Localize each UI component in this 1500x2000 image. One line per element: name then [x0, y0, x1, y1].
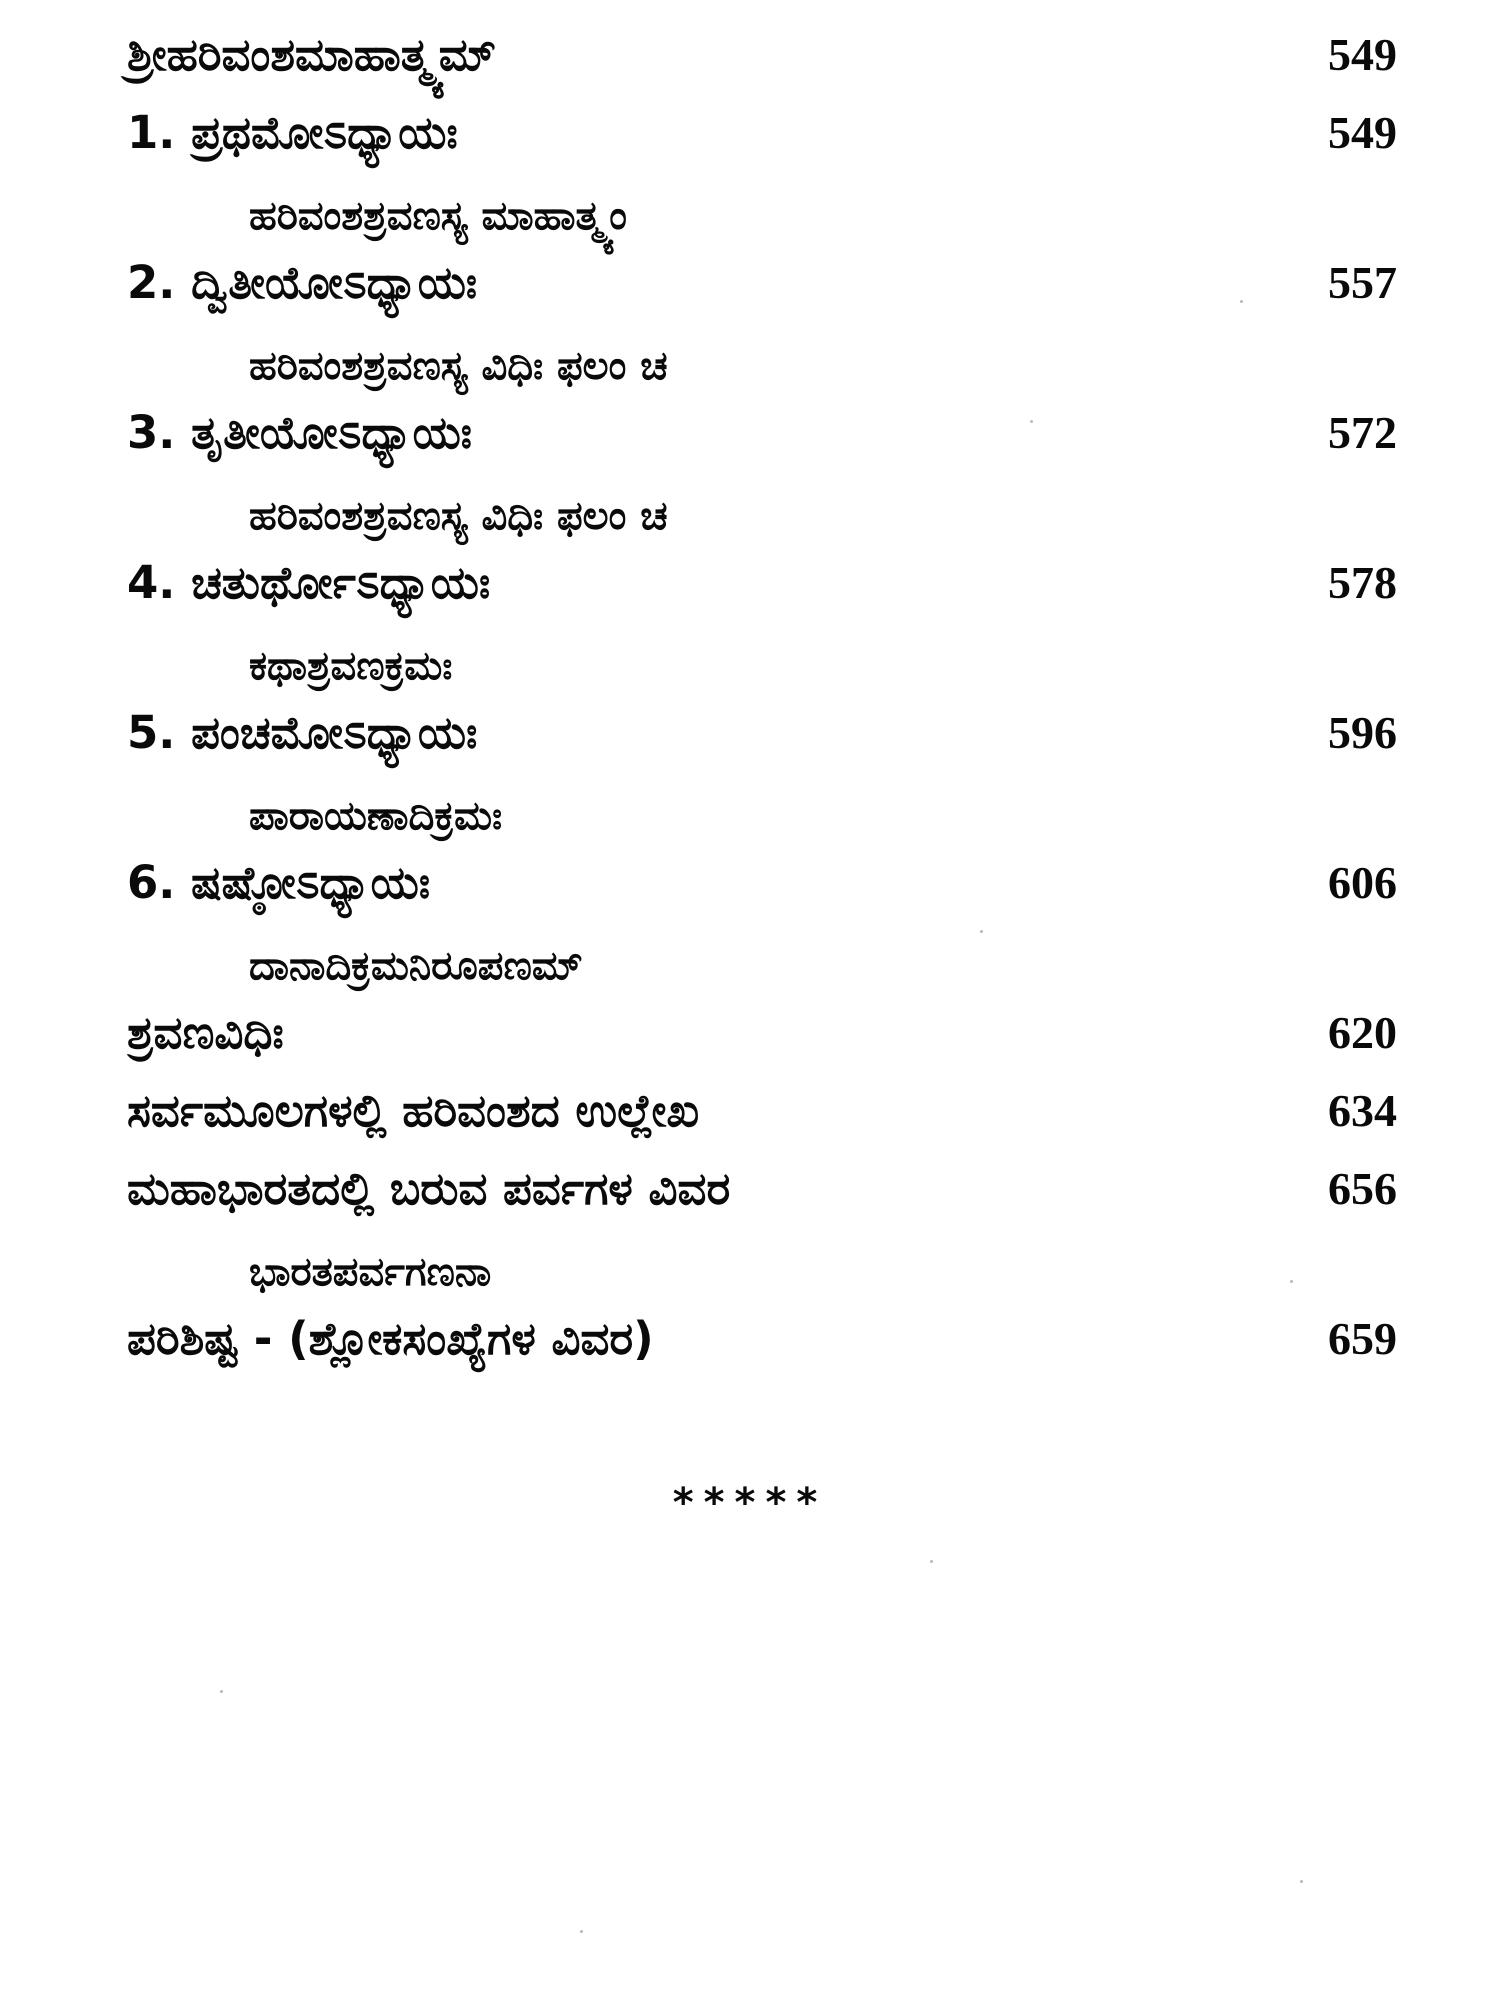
toc-entry-title: 2. ದ್ವಿತೀಯೋಽಧ್ಯಾಯಃ: [127, 256, 478, 309]
toc-entry-page: 596: [1328, 707, 1397, 758]
toc-entry-subtitle: ದಾನಾದಿಕ್ರಮನಿರೂಪಣಮ್: [249, 943, 583, 989]
scan-speck: [220, 1690, 223, 1693]
toc-entry-page: 572: [1328, 407, 1397, 458]
scan-speck: [1030, 420, 1033, 423]
toc-entry-title: ಪರಿಶಿಷ್ಟ - (ಶ್ಲೋಕಸಂಖ್ಯೆಗಳ ವಿವರ): [127, 1312, 654, 1365]
toc-entry-page: 606: [1328, 857, 1397, 908]
toc-entry-title: 5. ಪಂಚಮೋಽಧ್ಯಾಯಃ: [127, 706, 478, 759]
toc-entry-page: 659: [1328, 1313, 1397, 1364]
toc-entry: [127, 406, 1397, 484]
toc-entry-subtitle: ಭಾರತಪರ್ವಗಣನಾ: [249, 1249, 492, 1295]
toc-entry-page: 634: [1328, 1085, 1397, 1136]
toc-entry: [127, 28, 1397, 106]
toc-entry: [127, 256, 1397, 334]
scan-speck: [1300, 1880, 1303, 1883]
toc-entry-subtitle: ಹರಿವಂಶಶ್ರವಣಸ್ಯ ಮಾಹಾತ್ಮ್ಯಂ: [249, 193, 627, 239]
toc-entry-title: 3. ತೃತೀಯೋಽಧ್ಯಾಯಃ: [127, 406, 473, 459]
toc-entry-title: ಸರ್ವಮೂಲಗಳಲ್ಲಿ ಹರಿವಂಶದ ಉಲ್ಲೇಖ: [127, 1084, 700, 1137]
toc-entry-subtitle: ಹರಿವಂಶಶ್ರವಣಸ್ಯ ವಿಧಿಃ ಫಲಂ ಚ: [249, 493, 668, 539]
toc-entry-title: ಶ್ರೀಹರಿವಂಶಮಾಹಾತ್ಮ್ಯಮ್: [127, 28, 497, 81]
toc-entry-subtitle: ಪಾರಾಯಣಾದಿಕ್ರಮಃ: [249, 793, 503, 839]
toc-entry-page: 549: [1328, 107, 1397, 158]
toc-entry-page: 656: [1328, 1163, 1397, 1214]
toc-entry: [127, 556, 1397, 634]
toc-entry-page: 620: [1328, 1007, 1397, 1058]
toc-entry: [127, 1162, 1397, 1240]
toc-entry: [127, 1084, 1397, 1162]
toc-entry: [127, 106, 1397, 184]
scan-speck: [580, 1930, 583, 1933]
scan-speck: [930, 1560, 933, 1563]
toc-entry: [127, 856, 1397, 934]
toc-entry-title: ಮಹಾಭಾರತದಲ್ಲಿ ಬರುವ ಪರ್ವಗಳ ವಿವರ: [127, 1162, 731, 1215]
table-of-contents: [127, 28, 1397, 1390]
toc-entry-subtitle: ಕಥಾಶ್ರವಣಕ್ರಮಃ: [249, 643, 453, 689]
toc-entry-title: 6. ಷಷ್ಠೋಽಧ್ಯಾಯಃ: [127, 856, 431, 909]
toc-entry: [127, 1312, 1397, 1390]
toc-entry-page: 557: [1328, 257, 1397, 308]
toc-entry-subtitle: ಹರಿವಂಶಶ್ರವಣಸ್ಯ ವಿಧಿಃ ಫಲಂ ಚ: [249, 343, 668, 389]
toc-entry-title: 4. ಚತುರ್ಥೋಽಧ್ಯಾಯಃ: [127, 556, 491, 609]
end-of-section-mark: *****: [672, 1480, 828, 1526]
scan-speck: [980, 930, 983, 933]
scan-speck: [1290, 1280, 1293, 1283]
scan-speck: [1240, 300, 1243, 303]
toc-entry-page: 578: [1328, 557, 1397, 608]
toc-entry: [127, 706, 1397, 784]
toc-entry: [127, 1006, 1397, 1084]
toc-entry-title: ಶ್ರವಣವಿಧಿಃ: [127, 1006, 284, 1059]
toc-entry-page: 549: [1328, 29, 1397, 80]
toc-entry-title: 1. ಪ್ರಥಮೋಽಧ್ಯಾಯಃ: [127, 106, 458, 159]
